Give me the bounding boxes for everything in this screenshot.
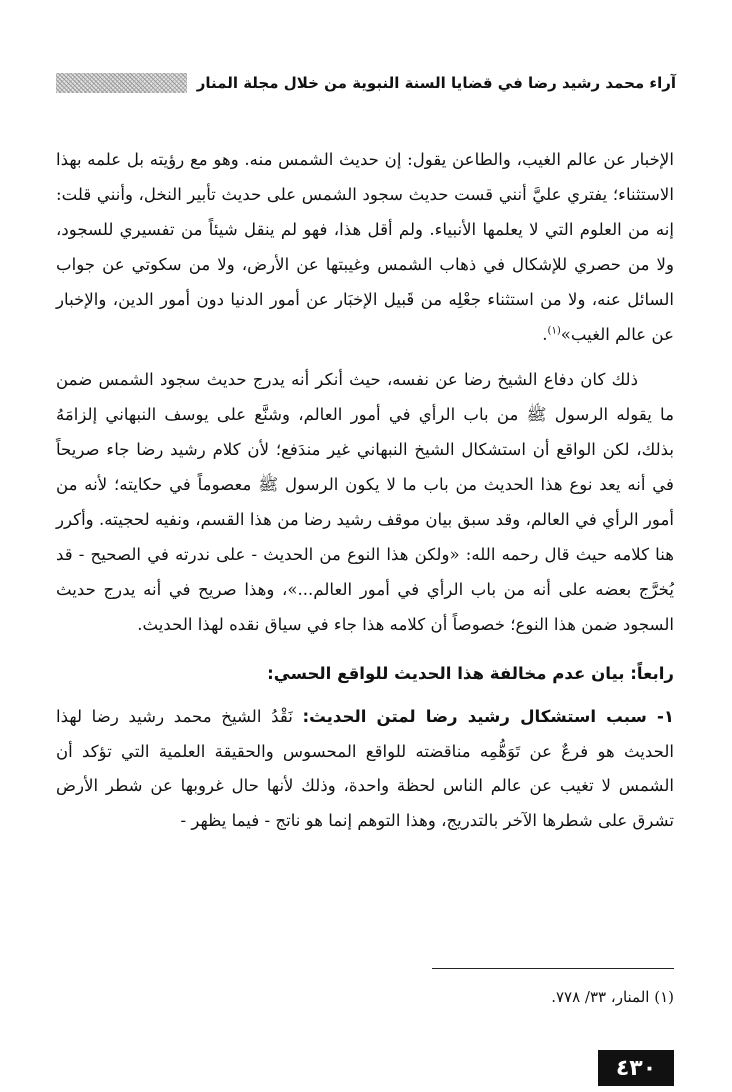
paragraph-1 — [56, 143, 674, 352]
running-header — [56, 66, 676, 100]
paragraph-1-text: الإخبار عن عالم الغيب، والطاعن يقول: إن حديث الشمس منه. وهو مع رؤيته بل علمه بهذا الاستثناء؛ يفتري عليَّ أنني قست حديث سجود الشمس على حديث تأبير النخل، وأنني قلت: إنه من العلوم التي لا يعلمها الأنبياء. ولم أقل هذا، فهو لم ينقل شيئاً من تفسيري للسجود، ولا من حصري للإشكال في ذهاب الشمس وغيبتها عن الأرض، ولا من سكوتي عن جواب السائل عنه، ولا من استثناء جعْلِه من قَبيل الإخبَار عن أمور الدنيا دون أمور الدين، والإخبار عن عالم الغيب» — [56, 150, 674, 344]
paragraph-2: ذلك كان دفاع الشيخ رضا عن نفسه، حيث أنكر أنه يدرج حديث سجود الشمس ضمن ما يقوله الرسول ﷺ من باب الرأي في أمور العالم، وشنَّع على يوسف النبهاني إلزامَهُ بذلك، لكن الواقع أن استشكال الشيخ النبهاني غير مندَفع؛ لأن كلام رشيد رضا جاء صريحاً في أنه يعد نوع هذا الحديث من باب ما لا يكون الرسول ﷺ معصوماً في حكايته؛ لأنه من أمور الرأي في العالم، وقد سبق بيان موقف رشيد رضا من هذا القسم، ونفيه لحجيته. وأكرر هنا كلامه حيث قال رحمه الله: «ولكن هذا النوع من الحديث - على ندرته في الصحيح - قد يُخرَّج بعضه على أنه من باب الرأي في أمور العالم...»، وهذا صريح في أنه يدرج حديث السجود ضمن هذا النوع؛ خصوصاً أن كلامه هذا جاء في سياق نقده لهذا الحديث. — [56, 370, 674, 634]
header-title: آراء محمد رشيد رضا في قضايا السنة النبوية من خلال مجلة المنار — [196, 74, 676, 92]
page-number: ٤٣٠ — [598, 1050, 674, 1086]
main-text — [56, 143, 674, 839]
section-heading: رابعاً: بيان عدم مخالفة هذا الحديث للواقع الحسي: — [267, 663, 674, 683]
header-decorative-band — [56, 73, 187, 93]
paragraph-3-text: نَقْدُ الشيخ محمد رشيد رضا لهذا الحديث هو فرعٌ عن تَوَهُّمِه مناقضته للواقع المحسوس والحقيقة العلمية التي تؤكد أن الشمس لا تغيب عن عالم الناس لحظة واحدة، وذلك لأنها حال غروبها عن شطر الأرض تشرق على شطرها الآخر بالتدريج، وهذا التوهم إنما هو ناتج - فيما يظهر - — [56, 706, 674, 831]
paragraph-3 — [56, 700, 674, 840]
footnote-separator — [432, 968, 674, 969]
footnote: (١) المنار، ٣٣/ ٧٧٨. — [551, 988, 674, 1006]
footnote-marker: (١) — [547, 325, 561, 336]
paragraph-1-end: . — [542, 324, 548, 344]
paragraph-3-lead: ١- سبب استشكال رشيد رضا لمتن الحديث: — [302, 706, 674, 726]
